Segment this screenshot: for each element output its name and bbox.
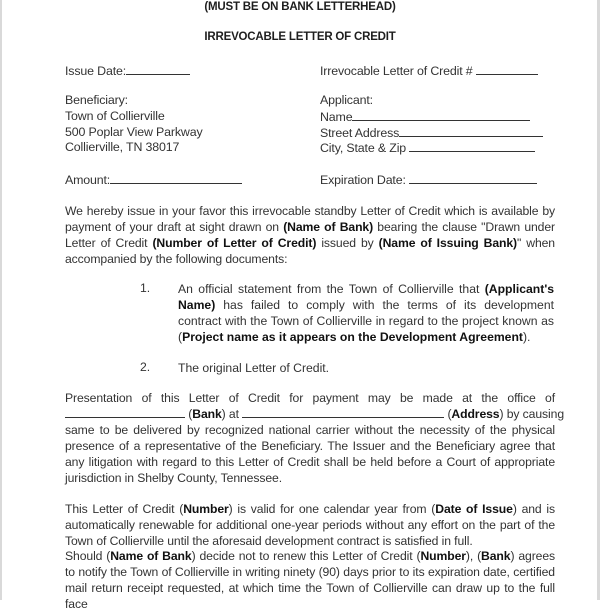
validity-paragraph (65, 501, 555, 549)
presentation-text: same to be delivered by recognized national carrier without the necessity of the physical presence of a representative of the Beneficiary. The Issuer and the Beneficiary agree that any litigation with regard to this Letter of Credit shall be held before a Court of appropriate jurisdiction in Shelby County, Tennessee. (65, 423, 555, 485)
paren: ( (185, 407, 193, 421)
renewal-paragraph (65, 548, 555, 612)
renewal-text: ) agrees to notify the Town of Collierville in writing ninety (90) days prior to its expiration date, certified mail return receipt requested, at which time the Town of Collierville can draw up to the full face (65, 549, 555, 611)
presentation-text: ) at (221, 407, 243, 421)
loc-number-placeholder: (Number of Letter of Credit) (152, 236, 317, 250)
amount-blank[interactable] (110, 172, 242, 184)
beneficiary-city: Collierville, TN 38017 (65, 140, 180, 154)
list-item-text: An official statement from the Town of Collierville that (178, 282, 485, 296)
letterhead-note: (MUST BE ON BANK LETTERHEAD) (204, 1, 396, 13)
document-title: IRREVOCABLE LETTER OF CREDIT (204, 31, 396, 43)
validity-text: This Letter of Credit ( (65, 502, 184, 516)
presentation-paragraph (65, 390, 564, 486)
beneficiary-label: Beneficiary: (65, 93, 128, 107)
issue-date-label: Issue Date: (65, 64, 127, 78)
issuance-text: " when accompanied by the following documents: (65, 236, 555, 266)
renewal-text: Should ( (65, 549, 111, 563)
amount-field[interactable] (65, 172, 242, 187)
issuing-bank-placeholder: (Name of Issuing Bank) (378, 236, 518, 250)
applicant-name-blank[interactable] (352, 109, 530, 121)
list-item-text: ). (522, 330, 531, 344)
loc-number-blank[interactable] (476, 63, 538, 75)
applicant-name-label: Name (320, 110, 353, 124)
list-item-text: The original Letter of Credit. (178, 361, 330, 375)
issuance-text: bearing the clause "Drawn under Letter of Credit (65, 220, 555, 250)
project-name-placeholder: Project name as it appears on the Development Agreement (182, 330, 523, 344)
bank-placeholder: Bank (192, 407, 222, 421)
applicant-street-blank[interactable] (399, 125, 543, 137)
beneficiary-street: 500 Poplar View Parkway (65, 125, 203, 139)
paren: ( (444, 407, 452, 421)
list-item (178, 360, 554, 376)
loc-number-label: Irrevocable Letter of Credit # (320, 64, 473, 78)
expiration-date-label: Expiration Date: (320, 173, 406, 187)
list-item (178, 281, 554, 345)
issue-date-field[interactable] (65, 63, 190, 78)
issue-date-blank[interactable] (126, 63, 190, 75)
renewal-text: ), ( (465, 549, 482, 563)
presentation-blanks-line (65, 406, 564, 422)
name-of-bank-placeholder: Name of Bank (110, 549, 192, 563)
issuance-paragraph (65, 203, 555, 267)
bank-blank[interactable] (65, 406, 185, 418)
renewal-text: ) decide not to renew this Letter of Credit ( (191, 549, 421, 563)
list-item-number: 2. (140, 360, 151, 374)
list-item-text: has failed to comply with the terms of its development contract with the Town of Collierville in regard to the project known as ( (178, 298, 554, 344)
list-item-number: 1. (140, 281, 151, 295)
amount-label: Amount: (65, 173, 111, 187)
presentation-text: ) by causing (499, 407, 564, 421)
presentation-text: Presentation of this Letter of Credit for payment may be made at the office of (65, 391, 555, 405)
address-blank[interactable] (242, 406, 444, 418)
name-of-bank-placeholder: (Name of Bank) (283, 220, 374, 234)
applicant-street-label: Street Address (320, 126, 400, 140)
applicant-label: Applicant: (320, 93, 373, 107)
beneficiary-name: Town of Collierville (65, 109, 165, 123)
applicant-city-label: City, State & Zip (320, 141, 407, 155)
applicant-name-placeholder: (Applicant's Name) (178, 282, 554, 312)
issuance-text: issued by (316, 236, 379, 250)
applicant-street-field[interactable] (320, 125, 543, 140)
applicant-name-field[interactable] (320, 109, 530, 124)
applicant-city-blank[interactable] (409, 140, 535, 152)
loc-number-field[interactable] (320, 63, 538, 78)
validity-text: ) is valid for one calendar year from ( (228, 502, 436, 516)
number-placeholder: Number (420, 549, 466, 563)
bank-placeholder: Bank (481, 549, 511, 563)
expiration-date-blank[interactable] (409, 172, 537, 184)
validity-text: ) and is automatically renewable for additional one-year periods without any effort on the part of the Town of Collierville until the aforesaid development contract is satisfied in full. (65, 502, 556, 548)
date-of-issue-placeholder: Date of Issue (435, 502, 513, 516)
number-placeholder: Number (183, 502, 229, 516)
applicant-city-field[interactable] (320, 140, 535, 155)
address-placeholder: Address (451, 407, 500, 421)
expiration-date-field[interactable] (320, 172, 537, 187)
issuance-text: We hereby issue in your favor this irrevocable standby Letter of Credit which is available by payment of your draft at sight drawn on (65, 204, 555, 234)
